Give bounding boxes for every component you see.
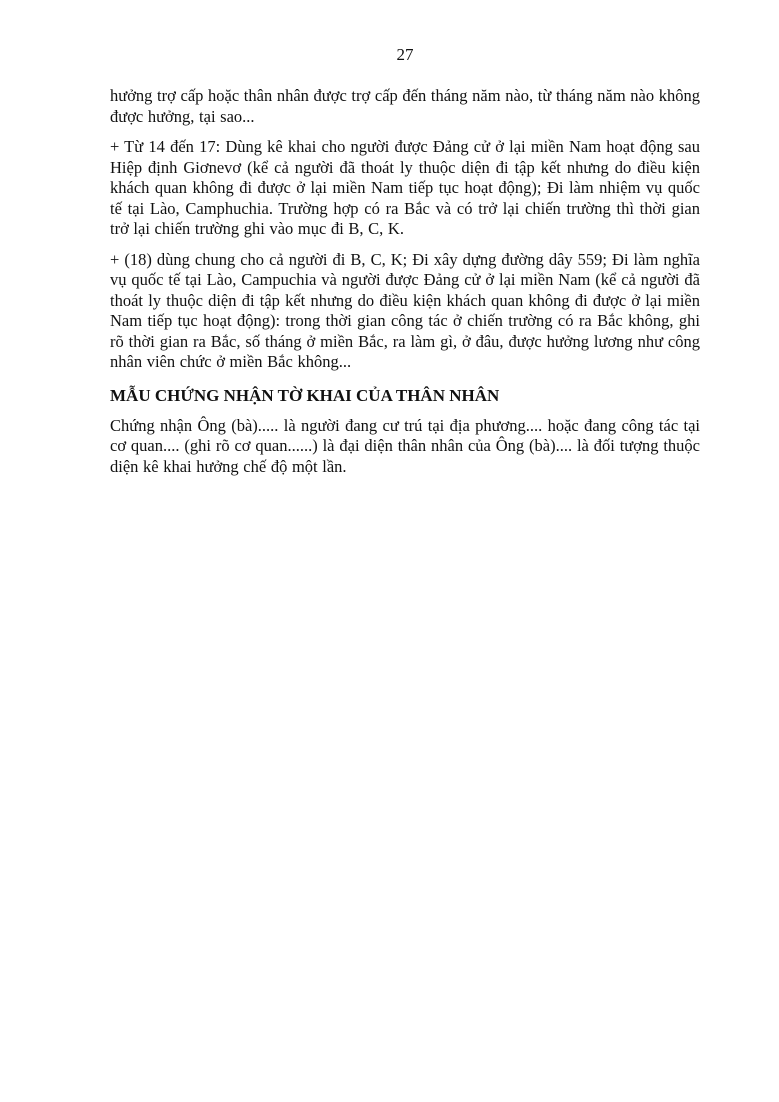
paragraph-chung-nhan: Chứng nhận Ông (bà)..... là người đang cư trú tại địa phương.... hoặc đang công tác tại cơ quan.... (ghi rõ cơ quan......) là đại diện thân nhân của Ông (bà).... là đối tượng thuộc diện kê khai hưởng chế độ một lần.	[110, 415, 700, 476]
paragraph-tro-cap: hưởng trợ cấp hoặc thân nhân được trợ cấp đến tháng năm nào, từ tháng năm nào không được hưởng, tại sao...	[110, 86, 700, 126]
section-heading-mau-chung-nhan: MẪU CHỨNG NHẬN TỜ KHAI CỦA THÂN NHÂN	[110, 385, 500, 405]
paragraph-muc-14-den-17: + Từ 14 đến 17: Dùng kê khai cho người được Đảng cử ở lại miền Nam hoạt động sau Hiệp định Giơnevơ (kể cả người đã thoát ly thuộc diện đi tập kết nhưng do điều kiện khách quan không đi được ở lại miền Nam tiếp tục hoạt động); Đi làm nhiệm vụ quốc tế tại Lào, Camphuchia. Trường hợp có ra Bắc và có trở lại chiến trường thì thời gian trở lại chiến trường ghi vào mục đi B, C, K.	[110, 137, 700, 238]
page-number: 27	[396, 45, 414, 64]
paragraph-muc-18: + (18) dùng chung cho cả người đi B, C, K; Đi xây dựng đường dây 559; Đi làm nghĩa vụ quốc tế tại Lào, Campuchia và người được Đảng cử ở lại miền Nam (kể cả người đã thoát ly thuộc diện đi tập kết nhưng do điều kiện khách quan không đi được ở lại miền Nam tiếp tục hoạt động): trong thời gian công tác ở chiến trường có ra Bắc không, ghi rõ thời gian ra Bắc, số tháng ở miền Bắc, ra làm gì, ở đâu, được hưởng lương như công nhân viên chức ở miền Bắc không...	[110, 249, 700, 371]
